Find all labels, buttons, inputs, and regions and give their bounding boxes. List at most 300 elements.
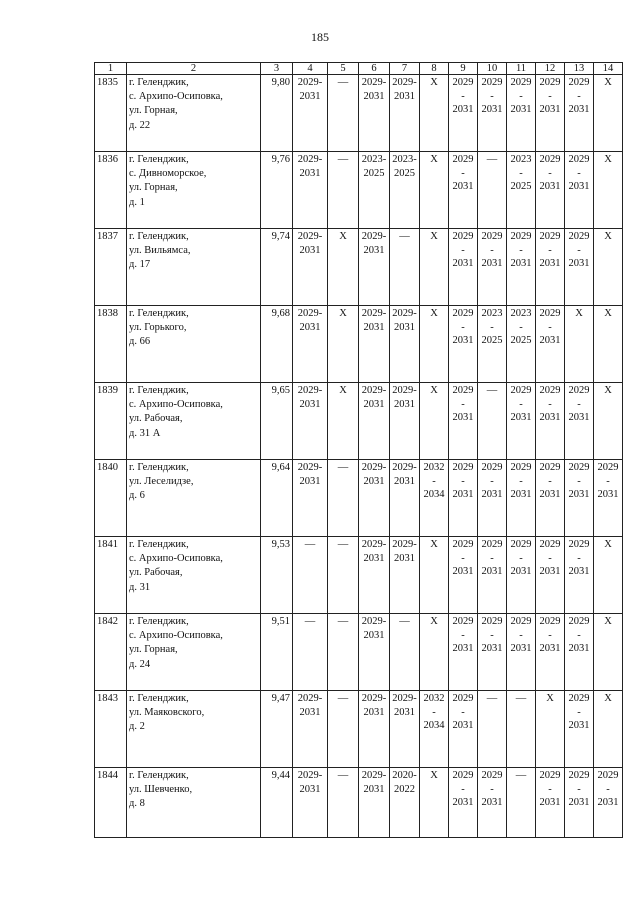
address-line: г. Геленджик, [129,231,189,242]
period-value: — [337,154,349,165]
period-cell [293,152,328,229]
period-value: — [399,231,410,242]
period-cell [594,537,623,614]
period-cell [449,306,478,383]
period-cell [478,229,507,306]
period-value: 2029- [510,616,532,641]
period-value: 2031 [299,398,321,410]
period-value: 2029- [568,385,590,410]
period-value: 2031 [363,321,385,333]
address-line: ул. Маяковского, [129,707,205,719]
period-value: 2031 [299,475,321,487]
address-cell [127,75,261,152]
address-line: ул. Горная, [129,182,178,194]
period-value: 2031 [394,398,415,410]
period-value: 2029- [568,616,590,641]
period-value: 2029- [452,231,474,256]
period-value: 2025 [510,181,532,193]
address-line: г. Геленджик, [129,693,189,704]
period-value: 2031 [539,104,561,116]
period-value: 2031 [452,489,474,501]
period-value: 2031 [363,398,385,410]
period-cell [536,383,565,460]
period-cell [449,614,478,691]
column-number-cell: 1 [95,63,127,75]
address-cell [127,229,261,306]
period-value: 2023- [392,154,417,165]
period-value: 2031 [568,720,590,732]
period-value: 2031 [539,412,561,424]
period-value: 2031 [299,244,321,256]
period-value: 2031 [568,566,590,578]
period-value: 2031 [510,412,532,424]
period-value: 2031 [363,244,385,256]
address-line: д. 17 [129,259,151,271]
period-value: 2029- [297,693,323,704]
period-value: 2029- [297,385,323,396]
period-value: 2031 [299,321,321,333]
period-value: 2031 [299,90,321,102]
period-cell [449,768,478,838]
table-row [95,229,623,306]
period-value: Х [604,693,612,704]
period-value: 2031 [452,181,474,193]
row-number: 1841 [95,537,127,614]
page-number: 185 [311,30,329,44]
address-line: с. Архипо-Осиповка, [129,630,223,642]
period-cell [478,75,507,152]
period-value: 2031 [539,181,561,193]
period-cell [565,383,594,460]
period-value: 2029- [510,231,532,256]
period-value: 2029- [597,770,619,795]
period-value: 2031 [363,783,385,795]
address-cell [127,768,261,838]
period-value: 2031 [394,552,415,564]
period-value: 2029- [361,616,387,627]
period-value: 2029- [452,462,474,487]
period-value: — [304,616,316,627]
period-cell [420,152,449,229]
period-cell [478,691,507,768]
period-value: 2023- [361,154,387,165]
period-cell [594,691,623,768]
period-value: Х [604,308,612,319]
period-value: 2031 [481,566,503,578]
period-cell [536,768,565,838]
area-cell: 9,80 [261,75,293,152]
period-value: 2023- [510,154,532,179]
area-cell: 9,64 [261,460,293,537]
period-value: 2029- [568,231,590,256]
period-cell [420,229,449,306]
period-cell [507,383,536,460]
area-cell: 9,65 [261,383,293,460]
address-line: ул. Шевченко, [129,784,193,796]
period-cell [594,152,623,229]
period-cell [359,229,390,306]
period-cell [536,306,565,383]
period-cell [507,460,536,537]
column-number-cell: 12 [536,63,565,75]
area-cell: 9,76 [261,152,293,229]
period-value: 2029- [297,154,323,165]
period-value: 2029- [392,462,417,473]
period-value: 2031 [299,167,321,179]
period-cell [328,537,359,614]
table-row [95,383,623,460]
period-cell [536,152,565,229]
period-value: 2031 [363,706,385,718]
period-cell [449,460,478,537]
period-value: 2031 [481,104,503,116]
period-value: 2034 [423,489,445,501]
period-value: 2029- [452,770,474,795]
period-cell [390,691,420,768]
row-number: 1835 [95,75,127,152]
period-value: 2031 [299,783,321,795]
period-cell [293,460,328,537]
period-value: 2025 [394,167,415,179]
period-cell [478,768,507,838]
area-cell: 9,51 [261,614,293,691]
area-cell: 9,68 [261,306,293,383]
period-cell [507,691,536,768]
table-row [95,152,623,229]
address-line: ул. Горная, [129,105,178,117]
period-value: 2029- [481,77,503,102]
table-row [95,460,623,537]
period-value: 2023- [481,308,503,333]
period-cell [507,152,536,229]
period-cell [565,229,594,306]
period-cell [293,306,328,383]
address-line: г. Геленджик, [129,77,189,88]
period-cell [420,537,449,614]
period-cell [359,75,390,152]
address-line: д. 66 [129,336,151,348]
address-line: г. Геленджик, [129,154,189,165]
period-value: 2031 [539,797,561,809]
period-value: 2029- [510,462,532,487]
period-value: 2031 [539,335,561,347]
period-cell [420,306,449,383]
column-number-cell: 8 [420,63,449,75]
period-value: Х [430,77,438,88]
period-value: Х [339,231,347,242]
period-value: 2029- [568,77,590,102]
period-value: Х [604,154,612,165]
period-value: 2029- [568,462,590,487]
period-cell [449,152,478,229]
period-value: — [337,693,349,704]
period-cell [390,537,420,614]
period-cell [420,75,449,152]
period-value: 2031 [568,489,590,501]
period-value: 2031 [510,104,532,116]
period-cell [328,614,359,691]
period-value: 2023- [510,308,532,333]
period-value: 2029- [392,308,417,319]
row-number: 1838 [95,306,127,383]
address-line: г. Геленджик, [129,770,189,781]
period-cell [565,75,594,152]
address-line: д. 24 [129,658,151,670]
period-value: 2032- [423,462,445,487]
period-value: 2025 [481,335,503,347]
period-value: 2029- [539,616,561,641]
period-value: 2031 [363,475,385,487]
address-line: г. Геленджик, [129,385,189,396]
address-line: ул. Рабочая, [129,413,183,425]
period-value: 2031 [568,104,590,116]
period-value: 2031 [452,335,474,347]
period-value: 2029- [297,770,323,781]
period-cell [293,229,328,306]
period-cell [594,306,623,383]
period-cell [565,306,594,383]
address-cell [127,460,261,537]
period-value: — [337,77,349,88]
period-value: 2031 [568,643,590,655]
period-value: 2029- [392,539,417,550]
period-value: 2022 [394,783,415,795]
period-value: 2031 [452,643,474,655]
period-value: 2029- [361,77,387,88]
period-cell [420,691,449,768]
period-value: Х [430,154,438,165]
period-value: Х [604,539,612,550]
period-value: 2031 [363,90,385,102]
row-number: 1836 [95,152,127,229]
period-cell [328,75,359,152]
period-cell [478,152,507,229]
period-value: 2031 [539,489,561,501]
period-value: 2029- [361,385,387,396]
period-value: — [304,539,316,550]
column-number-cell: 9 [449,63,478,75]
period-value: 2029- [539,308,561,333]
period-cell [390,152,420,229]
address-line: ул. Горная, [129,644,178,656]
period-cell [449,383,478,460]
period-value: 2029- [452,77,474,102]
address-line: ул. Леселидзе, [129,476,194,488]
address-cell [127,614,261,691]
period-cell [536,537,565,614]
period-cell [390,75,420,152]
row-number: 1844 [95,768,127,838]
period-value: 2029- [481,616,503,641]
period-value: — [337,770,349,781]
period-value: 2031 [452,412,474,424]
period-value: 2029- [481,462,503,487]
period-cell [359,152,390,229]
period-value: 2031 [539,566,561,578]
period-value: 2031 [510,258,532,270]
period-cell [328,152,359,229]
period-value: Х [604,231,612,242]
table-row [95,75,623,152]
address-line: г. Геленджик, [129,539,189,550]
period-value: 2029- [510,539,532,564]
period-cell [359,306,390,383]
address-line: д. 1 [129,196,145,208]
period-value: 2029- [481,539,503,564]
period-value: Х [575,308,583,319]
period-value: 2031 [481,797,503,809]
period-value: 2029- [392,693,417,704]
period-cell [507,614,536,691]
area-cell: 9,53 [261,537,293,614]
address-cell [127,152,261,229]
column-number-cell: 5 [328,63,359,75]
period-cell [328,229,359,306]
period-cell [507,537,536,614]
period-cell [478,306,507,383]
period-value: Х [430,616,438,627]
period-cell [478,460,507,537]
column-number-cell: 10 [478,63,507,75]
period-cell [390,460,420,537]
address-line: г. Геленджик, [129,616,189,627]
address-cell [127,691,261,768]
period-value: 2029- [539,539,561,564]
address-line: д. 8 [129,798,145,810]
period-value: 2029- [568,154,590,179]
period-value: — [337,462,349,473]
table-row [95,537,623,614]
period-cell [478,614,507,691]
period-value: 2031 [452,104,474,116]
period-cell [478,537,507,614]
row-number: 1840 [95,460,127,537]
period-value: 2032- [423,693,445,718]
period-value: — [337,616,349,627]
period-value: 2029- [539,154,561,179]
period-value: Х [604,616,612,627]
period-value: Х [430,539,438,550]
period-cell [594,460,623,537]
period-value: Х [430,308,438,319]
column-number-cell: 11 [507,63,536,75]
period-value: 2029- [392,77,417,88]
period-value: 2029- [568,770,590,795]
period-value: — [515,693,527,704]
period-value: 2029- [481,770,503,795]
period-cell [536,75,565,152]
period-value: 2031 [568,797,590,809]
period-cell [565,152,594,229]
period-value: 2029- [539,231,561,256]
period-value: 2031 [481,258,503,270]
row-number: 1837 [95,229,127,306]
period-cell [507,75,536,152]
period-value: 2031 [597,797,619,809]
period-cell [293,768,328,838]
period-value: 2029- [539,462,561,487]
period-value: 2031 [363,552,385,564]
period-cell [390,306,420,383]
period-cell [507,229,536,306]
period-value: 2029- [452,154,474,179]
period-value: 2031 [394,475,415,487]
period-cell [359,768,390,838]
address-cell [127,306,261,383]
period-cell [390,229,420,306]
period-value: 2031 [510,566,532,578]
period-value: 2029- [452,385,474,410]
period-value: 2031 [363,629,385,641]
period-cell [536,229,565,306]
period-cell [536,614,565,691]
period-value: — [486,385,498,396]
period-value: 2031 [394,321,415,333]
period-value: 2031 [481,643,503,655]
period-cell [478,383,507,460]
address-line: ул. Вильямса, [129,245,191,257]
table-row [95,306,623,383]
period-cell [449,691,478,768]
period-cell [536,460,565,537]
period-value: 2031 [568,258,590,270]
period-value: 2029- [297,77,323,88]
period-cell [328,383,359,460]
period-cell [565,614,594,691]
period-cell [390,614,420,691]
period-value: — [486,693,498,704]
period-cell [293,537,328,614]
column-number-cell: 13 [565,63,594,75]
period-value: Х [339,385,347,396]
address-line: с. Дивноморское, [129,168,207,180]
period-cell [449,537,478,614]
table-row [95,691,623,768]
address-line: д. 22 [129,119,151,131]
column-number-cell: 7 [390,63,420,75]
period-value: 2029- [297,308,323,319]
period-value: 2029- [452,693,474,718]
period-value: 2029- [392,385,417,396]
period-cell [359,537,390,614]
column-number-row [95,63,623,75]
period-value: 2029- [361,462,387,473]
period-cell [420,614,449,691]
period-value: Х [546,693,554,704]
row-number: 1839 [95,383,127,460]
period-value: 2031 [394,90,415,102]
period-value: 2029- [361,693,387,704]
period-cell [420,768,449,838]
address-line: д. 31 А [129,427,161,439]
period-cell [594,75,623,152]
period-cell [507,768,536,838]
row-number: 1842 [95,614,127,691]
column-number-cell: 2 [127,63,261,75]
area-cell: 9,44 [261,768,293,838]
period-value: 2029- [510,385,532,410]
row-number: 1843 [95,691,127,768]
period-cell [536,691,565,768]
period-value: 2031 [452,566,474,578]
period-value: — [399,616,410,627]
period-cell [293,383,328,460]
column-number-cell: 14 [594,63,623,75]
address-line: ул. Горького, [129,322,187,334]
area-cell: 9,47 [261,691,293,768]
period-cell [390,768,420,838]
period-cell [507,306,536,383]
